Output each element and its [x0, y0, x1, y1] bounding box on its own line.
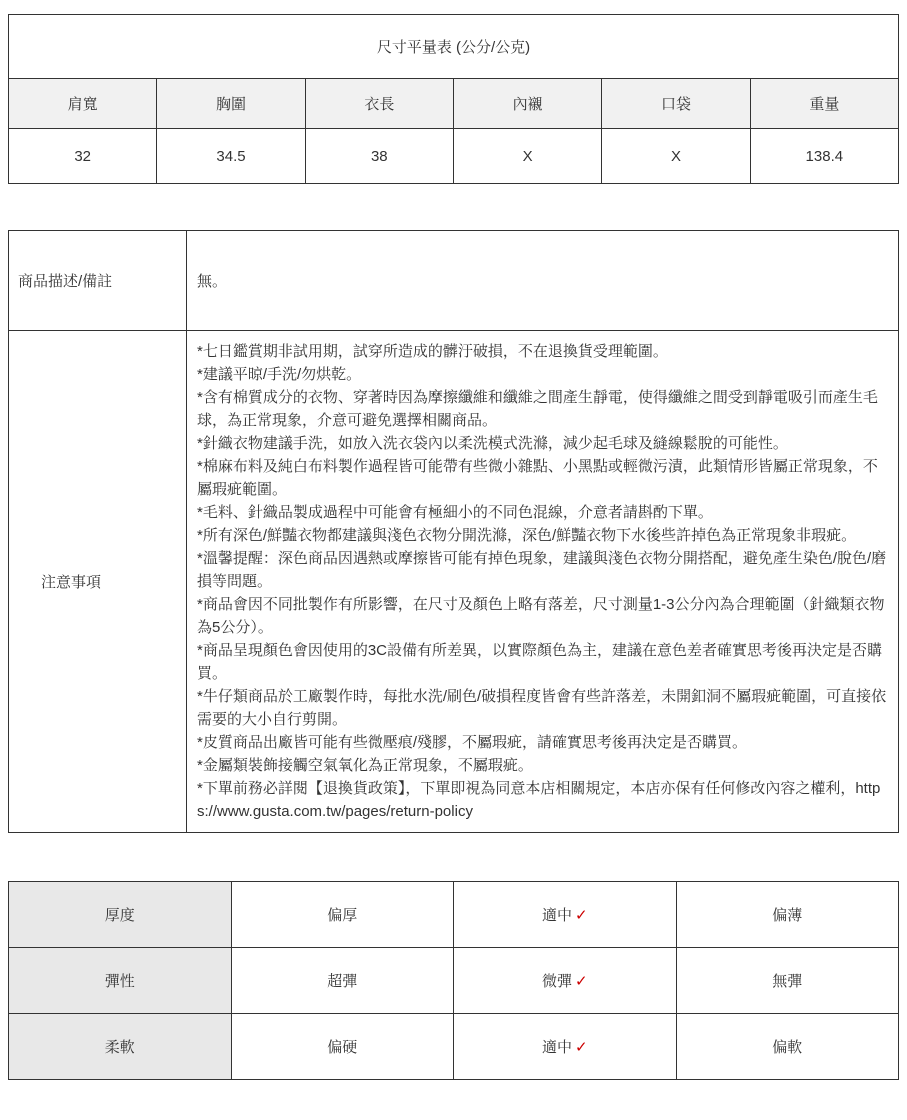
size-col-header-chest: 胸圍 — [157, 79, 305, 129]
attribute-label-elasticity: 彈性 — [9, 948, 232, 1014]
size-col-header-shoulder: 肩寬 — [9, 79, 157, 129]
size-value-lining: X — [453, 129, 601, 184]
note-line-policy — [197, 777, 888, 823]
attribute-option: 偏厚 — [231, 882, 454, 948]
note-line: *含有棉質成分的衣物、穿著時因為摩擦纖維和纖維之間產生靜電，使得纖維之間受到靜電吸引而產生毛球，為正常現象，介意可避免選擇相關商品。 — [197, 389, 878, 429]
note-line-policy-text: *下單前務必詳閱【退換貨政策】，下單即視為同意本店相關規定，本店亦保有任何修改內容之權利， — [197, 780, 856, 797]
attribute-option: 偏硬 — [231, 1014, 454, 1080]
size-col-header-lining: 內襯 — [453, 79, 601, 129]
size-value-chest: 34.5 — [157, 129, 305, 184]
attribute-row-elasticity — [9, 948, 899, 1014]
return-policy-link[interactable]: https://www.gusta.com.tw/pages/return-policy — [197, 780, 881, 820]
check-icon: ✓ — [574, 973, 588, 990]
attribute-option: 偏薄 — [676, 882, 899, 948]
note-line: *所有深色/鮮豔衣物都建議與淺色衣物分開洗滌，深色/鮮豔衣物下水後些許掉色為正常現象非瑕疵。 — [197, 527, 857, 544]
note-line: *七日鑑賞期非試用期，試穿所造成的髒汙破損，不在退換貨受理範圍。 — [197, 343, 668, 360]
note-line: *針織衣物建議手洗，如放入洗衣袋內以柔洗模式洗滌，減少起毛球及縫線鬆脫的可能性。 — [197, 435, 788, 452]
note-line: *商品會因不同批製作有所影響，在尺寸及顏色上略有落差，尺寸測量1-3公分內為合理範圍（針織類衣物為5公分）。 — [197, 596, 885, 636]
size-table-title: 尺寸平量表 (公分/公克) — [9, 15, 899, 79]
check-icon: ✓ — [574, 1039, 588, 1056]
attribute-option-selected — [454, 948, 677, 1014]
size-value-weight: 138.4 — [750, 129, 898, 184]
attribute-option-text: 微彈 — [541, 973, 572, 990]
check-icon: ✓ — [574, 907, 588, 924]
notes-label: 注意事項 — [9, 331, 187, 833]
note-line: *棉麻布料及純白布料製作過程皆可能帶有些微小雜點、小黑點或輕微污漬，此類情形皆屬正常現象，不屬瑕疵範圍。 — [197, 458, 878, 498]
description-table — [8, 230, 899, 833]
attribute-option-selected — [454, 1014, 677, 1080]
note-line: *皮質商品出廠皆可能有些微壓痕/殘膠，不屬瑕疵，請確實思考後再決定是否購買。 — [197, 734, 748, 751]
attribute-option: 偏軟 — [676, 1014, 899, 1080]
size-measurement-table — [8, 14, 899, 184]
attribute-option-selected — [454, 882, 677, 948]
notes-content — [187, 331, 899, 833]
attribute-row-softness — [9, 1014, 899, 1080]
note-line: *商品呈現顏色會因使用的3C設備有所差異，以實際顏色為主，建議在意色差者確實思考後再決定是否購買。 — [197, 642, 883, 682]
attribute-option: 超彈 — [231, 948, 454, 1014]
size-value-shoulder: 32 — [9, 129, 157, 184]
note-line: *建議平晾/手洗/勿烘乾。 — [197, 366, 362, 383]
attribute-row-thickness — [9, 882, 899, 948]
note-line: *牛仔類商品於工廠製作時，每批水洗/刷色/破損程度皆會有些許落差，未開釦洞不屬瑕疵範圍，可直接依需要的大小自行剪開。 — [197, 688, 887, 728]
size-col-header-weight: 重量 — [750, 79, 898, 129]
size-value-pocket: X — [602, 129, 750, 184]
attributes-table — [8, 881, 899, 1080]
size-table-title-row — [9, 15, 899, 79]
size-col-header-length: 衣長 — [305, 79, 453, 129]
note-line: *毛料、針織品製成過程中可能會有極細小的不同色混線，介意者請斟酌下單。 — [197, 504, 713, 521]
notes-row — [9, 331, 899, 833]
size-table-header-row — [9, 79, 899, 129]
attribute-option-text: 適中 — [541, 907, 572, 924]
size-col-header-pocket: 口袋 — [602, 79, 750, 129]
size-table-value-row — [9, 129, 899, 184]
description-label: 商品描述/備註 — [9, 231, 187, 331]
note-line: *金屬類裝飾接觸空氣氧化為正常現象，不屬瑕疵。 — [197, 757, 533, 774]
size-value-length: 38 — [305, 129, 453, 184]
attribute-label-softness: 柔軟 — [9, 1014, 232, 1080]
attribute-option: 無彈 — [676, 948, 899, 1014]
attribute-option-text: 適中 — [541, 1039, 572, 1056]
description-content: 無。 — [187, 231, 899, 331]
note-line: *溫馨提醒：深色商品因遇熱或摩擦皆可能有掉色現象，建議與淺色衣物分開搭配，避免產生染色/脫色/磨損等問題。 — [197, 550, 887, 590]
attribute-label-thickness: 厚度 — [9, 882, 232, 948]
description-row — [9, 231, 899, 331]
